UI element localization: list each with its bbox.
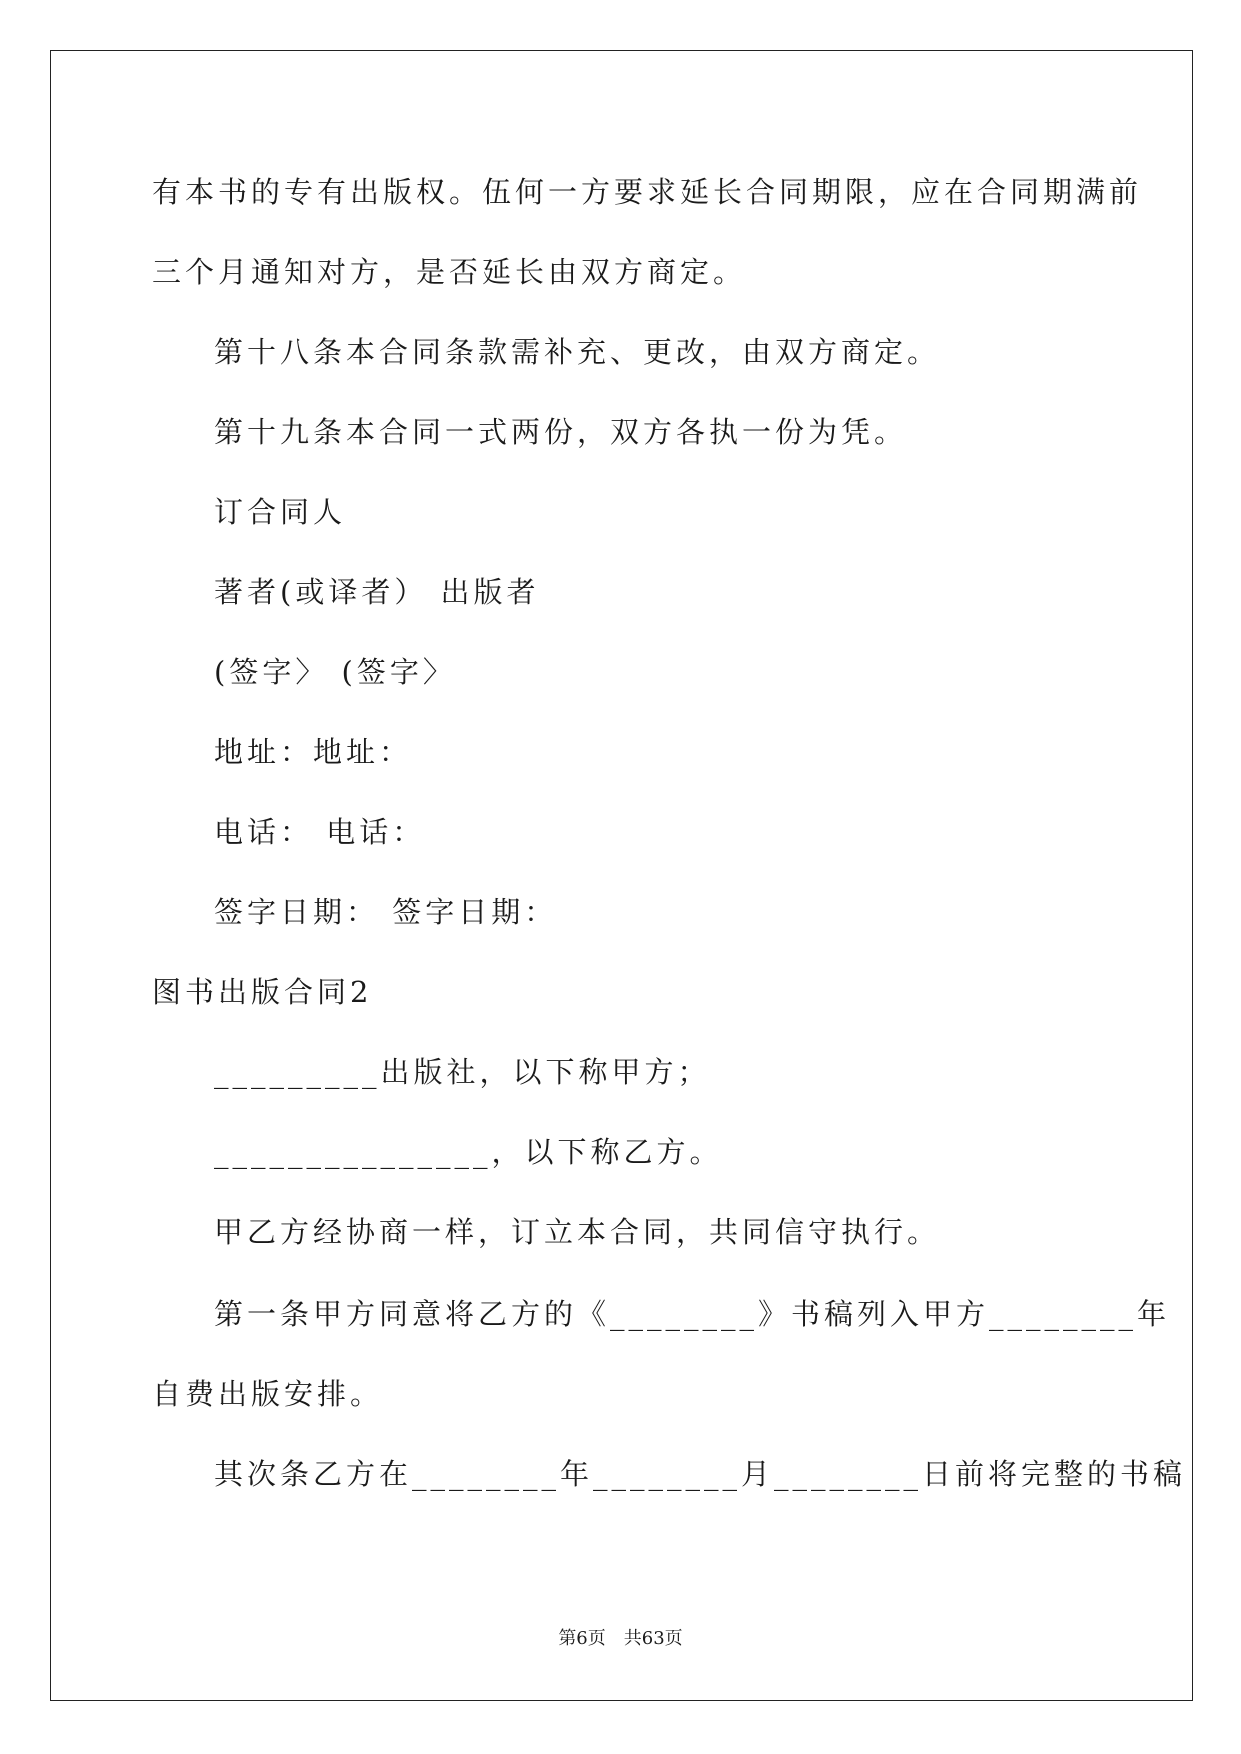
paragraph-line: _________出版社，以下称甲方； bbox=[214, 1055, 711, 1089]
paragraph-line: 地址：地址： bbox=[214, 735, 413, 769]
paragraph-line: 电话： 电话： bbox=[214, 815, 426, 849]
paragraph-line: 三个月通知对方，是否延长由双方商定。 bbox=[152, 255, 747, 289]
page-frame bbox=[50, 50, 1193, 1701]
paragraph-line: 订合同人 bbox=[214, 495, 347, 529]
page-footer bbox=[0, 1624, 1241, 1650]
paragraph-line: 自费出版安排。 bbox=[152, 1377, 384, 1411]
paragraph-line: 著者(或译者） 出版者 bbox=[214, 575, 540, 609]
paragraph-line: 第十八条本合同条款需补充、更改，由双方商定。 bbox=[214, 335, 941, 369]
paragraph-line: 签字日期： 签字日期： bbox=[214, 895, 558, 929]
paragraph-line: 其次条乙方在________年________月________日前将完整的书稿 bbox=[214, 1457, 1187, 1491]
section-heading: 图书出版合同2 bbox=[152, 975, 373, 1009]
paragraph-line: 第十九条本合同一式两份，双方各执一份为凭。 bbox=[214, 415, 908, 449]
paragraph-line: (签字〉 (签字〉 bbox=[214, 655, 456, 689]
paragraph-line: _______________，以下称乙方。 bbox=[214, 1135, 723, 1169]
paragraph-line: 第一条甲方同意将乙方的《________》书稿列入甲方________年 bbox=[214, 1297, 1171, 1331]
page-number: 第6页 bbox=[558, 1628, 606, 1649]
page-total: 共63页 bbox=[623, 1628, 683, 1649]
paragraph-line: 甲乙方经协商一样，订立本合同，共同信守执行。 bbox=[214, 1215, 941, 1249]
paragraph-line: 有本书的专有出版权。伍何一方要求延长合同期限，应在合同期满前 bbox=[152, 175, 1143, 209]
